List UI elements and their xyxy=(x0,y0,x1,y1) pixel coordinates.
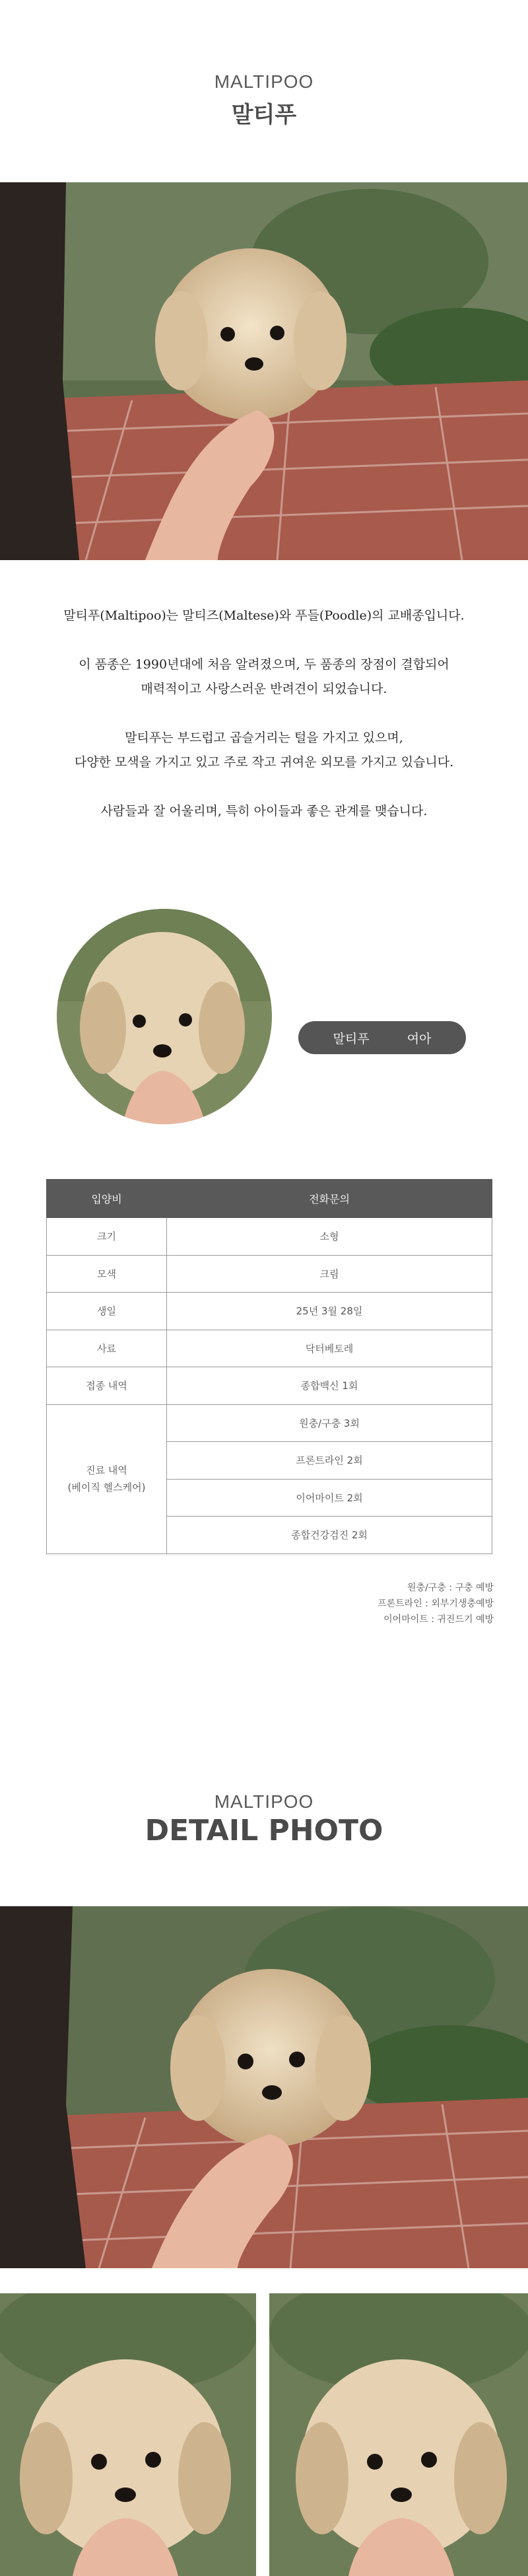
intro-paragraph: 말티푸(Maltipoo)는 말티즈(Maltese)와 푸들(Poodle)의 교배종입니다. xyxy=(63,608,465,623)
care-label xyxy=(47,1404,167,1554)
table-header-row xyxy=(47,1180,492,1218)
table-row xyxy=(47,1367,492,1405)
header-title: 말티푸 xyxy=(231,102,297,128)
table-header-cell: 전화문의 xyxy=(167,1180,492,1218)
footnote: 이어마이트 : 귀진드기 예방 xyxy=(383,1614,494,1625)
row-label: 생일 xyxy=(47,1293,167,1330)
info-table xyxy=(46,1179,492,1554)
care-item: 프론트라인 2회 xyxy=(167,1442,492,1480)
puppy-photo-right xyxy=(269,2293,528,2576)
row-label: 접종 내역 xyxy=(47,1367,167,1405)
header-title: DETAIL PHOTO xyxy=(145,1814,383,1847)
intro-line: 다양한 모색을 가지고 있고 주로 작고 귀여운 외모를 가지고 있습니다. xyxy=(74,755,454,769)
puppy-photo-left xyxy=(0,2293,256,2576)
sex-label: 여아 xyxy=(407,1031,432,1046)
care-label-line: (베이직 헬스케어) xyxy=(67,1482,146,1493)
row-value: 종합백신 1회 xyxy=(167,1367,492,1405)
breed-label: 말티푸 xyxy=(333,1031,370,1046)
puppy-photo-detail xyxy=(0,1906,528,2268)
row-value: 소형 xyxy=(167,1218,492,1256)
footnotes xyxy=(378,1580,494,1628)
intro-line: 말티푸는 부드럽고 곱슬거리는 털을 가지고 있으며, xyxy=(125,731,403,745)
puppy-photo-main xyxy=(0,182,528,560)
care-item: 이어마이트 2회 xyxy=(167,1479,492,1517)
table-row xyxy=(47,1293,492,1330)
row-label: 사료 xyxy=(47,1330,167,1367)
footnote: 원충/구충 : 구충 예방 xyxy=(407,1583,494,1593)
care-label-line: 진료 내역 xyxy=(86,1464,127,1476)
row-value: 25년 3월 28일 xyxy=(167,1293,492,1330)
detail-header xyxy=(0,1791,528,1847)
intro-paragraph: 사람들과 잘 어울리며, 특히 아이들과 좋은 관계를 맺습니다. xyxy=(100,804,428,818)
top-header xyxy=(0,71,528,129)
care-item: 원충/구충 3회 xyxy=(167,1404,492,1442)
row-value: 닥터베토레 xyxy=(167,1330,492,1367)
table-row xyxy=(47,1404,492,1442)
table-row xyxy=(47,1218,492,1256)
profile-pill xyxy=(298,1021,466,1054)
footnote: 프론트라인 : 외부기생충예방 xyxy=(378,1598,494,1609)
intro-paragraph xyxy=(0,726,528,775)
intro-text xyxy=(0,604,528,848)
puppy-photo-circle xyxy=(57,909,272,1124)
row-label: 모색 xyxy=(47,1255,167,1293)
intro-line: 이 품종은 1990년대에 처음 알려졌으며, 두 품종의 장점이 결합되어 xyxy=(79,657,449,672)
row-value: 크림 xyxy=(167,1255,492,1293)
table-header-cell: 입양비 xyxy=(47,1180,167,1218)
header-subtitle: MALTIPOO xyxy=(214,1791,314,1812)
table-row xyxy=(47,1330,492,1367)
intro-paragraph xyxy=(0,653,528,701)
row-label: 크기 xyxy=(47,1218,167,1256)
header-subtitle: MALTIPOO xyxy=(214,71,314,92)
intro-line: 매력적이고 사랑스러운 반려견이 되었습니다. xyxy=(141,682,387,696)
care-item: 종합건강검진 2회 xyxy=(167,1517,492,1554)
table-row xyxy=(47,1255,492,1293)
